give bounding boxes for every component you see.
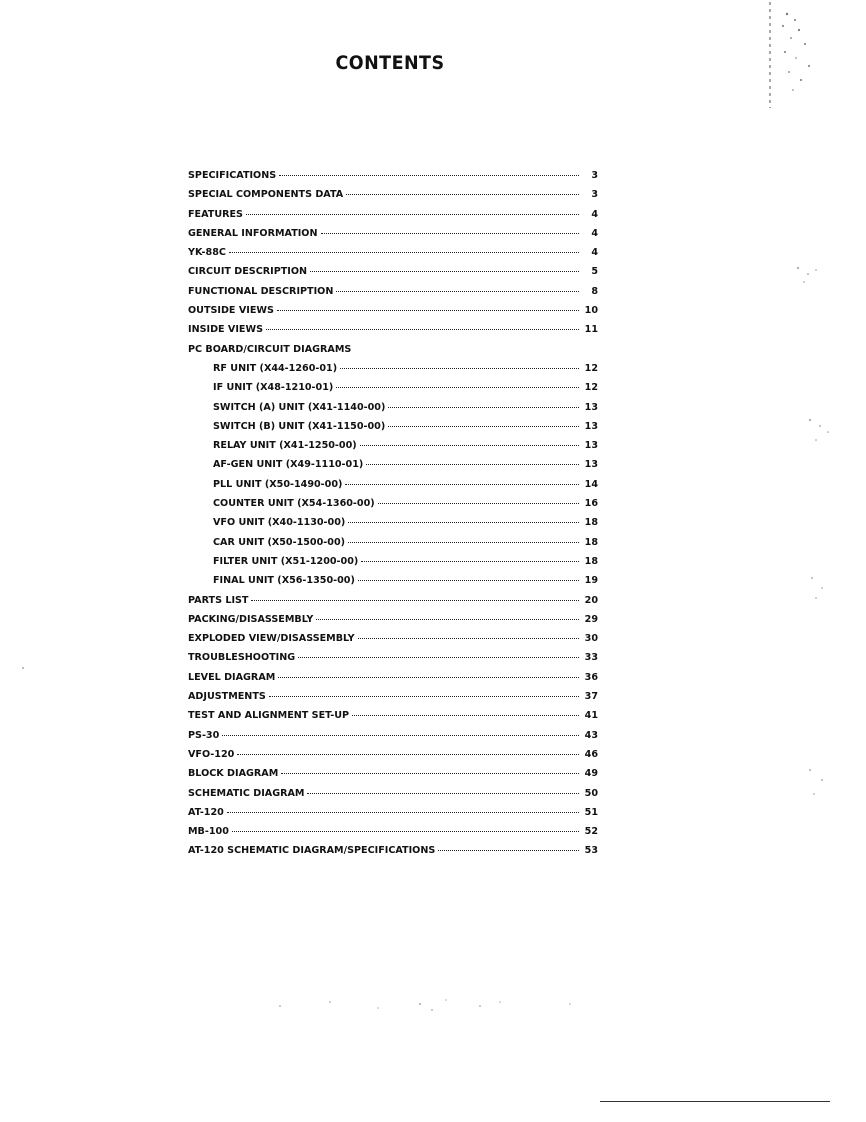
toc-entry <box>188 691 598 710</box>
toc-entry-label: AT-120 <box>188 806 224 818</box>
toc-entry-page: 43 <box>584 729 598 741</box>
toc-entry-label: RF UNIT (X44-1260-01) <box>213 362 338 374</box>
toc-leader-dots <box>229 252 579 253</box>
toc-leader-dots <box>269 696 579 697</box>
table-of-contents <box>188 170 598 865</box>
toc-entry-page: 4 <box>591 247 598 259</box>
toc-entry-label: IF UNIT (X48-1210-01) <box>213 382 334 394</box>
toc-leader-dots <box>348 522 579 523</box>
toc-entry-page: 3 <box>591 189 598 201</box>
toc-leader-dots <box>232 831 579 832</box>
scan-noise-left <box>15 660 35 680</box>
toc-leader-dots <box>298 657 579 658</box>
toc-entry <box>188 479 598 498</box>
toc-entry-page: 37 <box>584 691 598 703</box>
toc-entry-label: ADJUSTMENTS <box>188 691 266 703</box>
toc-leader-dots <box>336 387 579 388</box>
toc-entry-label: SPECIAL COMPONENTS DATA <box>188 189 344 201</box>
toc-entry-page: 18 <box>584 536 598 548</box>
toc-entry <box>188 402 598 421</box>
toc-entry-label: PS-30 <box>188 729 220 741</box>
toc-leader-dots <box>281 773 579 774</box>
toc-entry-label: PC BOARD/CIRCUIT DIAGRAMS <box>188 343 352 355</box>
toc-entry <box>188 517 598 536</box>
toc-leader-dots <box>227 812 579 813</box>
toc-leader-dots <box>340 368 579 369</box>
toc-leader-dots <box>352 715 579 716</box>
toc-entry-page: 29 <box>584 613 598 625</box>
toc-entry-label: FINAL UNIT (X56-1350-00) <box>213 575 355 587</box>
toc-entry-label: CAR UNIT (X50-1500-00) <box>213 536 345 548</box>
toc-leader-dots <box>307 793 579 794</box>
toc-entry <box>188 209 598 228</box>
toc-entry-label: PLL UNIT (X50-1490-00) <box>213 478 343 490</box>
toc-entry-page: 49 <box>584 768 598 780</box>
toc-entry-label: FUNCTIONAL DESCRIPTION <box>188 285 334 297</box>
toc-entry <box>188 788 598 807</box>
toc-leader-dots <box>246 214 579 215</box>
toc-entry-label: AT-120 SCHEMATIC DIAGRAM/SPECIFICATIONS <box>188 845 436 857</box>
toc-entry-page: 30 <box>584 633 598 645</box>
toc-entry-label: VFO-120 <box>188 748 235 760</box>
toc-entry <box>188 768 598 787</box>
toc-entry <box>188 421 598 440</box>
toc-entry-page: 4 <box>591 208 598 220</box>
toc-entry-page: 3 <box>591 170 598 181</box>
toc-leader-dots <box>321 233 580 234</box>
toc-leader-dots <box>222 735 579 736</box>
scan-noise-right-3 <box>800 570 840 610</box>
toc-entry-label: TEST AND ALIGNMENT SET-UP <box>188 710 350 722</box>
toc-entry-page: 36 <box>584 671 598 683</box>
toc-entry-page: 10 <box>584 305 598 317</box>
toc-entry-page: 13 <box>584 440 598 452</box>
toc-entry <box>188 652 598 671</box>
toc-entry-page: 11 <box>584 324 598 336</box>
toc-entry-label: YK-88C <box>188 247 226 259</box>
toc-entry <box>188 556 598 575</box>
toc-entry-page: 13 <box>584 401 598 413</box>
toc-entry-page: 16 <box>584 498 598 510</box>
toc-leader-dots <box>358 638 579 639</box>
toc-entry-label: CIRCUIT DESCRIPTION <box>188 266 308 278</box>
toc-entry-page: 33 <box>584 652 598 664</box>
toc-entry-page: 12 <box>584 382 598 394</box>
toc-entry-page: 51 <box>584 806 598 818</box>
toc-entry <box>188 382 598 401</box>
toc-entry-label: VFO UNIT (X40-1130-00) <box>213 517 346 529</box>
toc-entry <box>188 324 598 343</box>
toc-entry-label: PACKING/DISASSEMBLY <box>188 613 314 625</box>
toc-leader-dots <box>378 503 579 504</box>
toc-entry <box>188 228 598 247</box>
toc-entry <box>188 305 598 324</box>
toc-entry-page: 50 <box>584 787 598 799</box>
scan-noise-right-1 <box>790 260 830 290</box>
toc-leader-dots <box>345 484 579 485</box>
scan-noise-right-2 <box>800 410 840 450</box>
footer-rule <box>600 1101 830 1102</box>
toc-entry <box>188 266 598 285</box>
toc-entry-label: RELAY UNIT (X41-1250-00) <box>213 440 357 452</box>
toc-leader-dots <box>316 619 579 620</box>
toc-leader-dots <box>346 194 579 195</box>
toc-entry-label: SWITCH (A) UNIT (X41-1140-00) <box>213 401 386 413</box>
toc-entry-page: 18 <box>584 517 598 529</box>
toc-leader-dots <box>366 464 579 465</box>
toc-entry <box>188 363 598 382</box>
scan-noise-right-4 <box>800 760 840 810</box>
toc-entry <box>188 537 598 556</box>
toc-entry-page: 20 <box>584 594 598 606</box>
toc-leader-dots <box>310 271 579 272</box>
toc-entry-label: TROUBLESHOOTING <box>188 652 296 664</box>
toc-entry-label: LEVEL DIAGRAM <box>188 671 276 683</box>
toc-leader-dots <box>251 600 579 601</box>
toc-leader-dots <box>360 445 579 446</box>
scan-noise-top-right <box>765 0 825 110</box>
toc-entry-page: 52 <box>584 826 598 838</box>
toc-entry-page: 53 <box>584 845 598 857</box>
toc-entry-page: 41 <box>584 710 598 722</box>
toc-entry-label: FEATURES <box>188 208 243 220</box>
toc-entry-page: 18 <box>584 555 598 567</box>
toc-entry <box>188 826 598 845</box>
toc-entry <box>188 749 598 768</box>
toc-leader-dots <box>277 310 579 311</box>
toc-entry-label: PARTS LIST <box>188 594 249 606</box>
toc-entry-page: 19 <box>584 575 598 587</box>
toc-entry-page: 13 <box>584 420 598 432</box>
toc-entry-page: 13 <box>584 459 598 471</box>
toc-entry <box>188 710 598 729</box>
toc-entry <box>188 845 598 864</box>
toc-entry-label: EXPLODED VIEW/DISASSEMBLY <box>188 633 355 645</box>
toc-leader-dots <box>388 407 579 408</box>
toc-entry <box>188 286 598 305</box>
toc-entry-label: OUTSIDE VIEWS <box>188 305 274 317</box>
toc-leader-dots <box>278 677 579 678</box>
toc-entry <box>188 440 598 459</box>
toc-entry-page: 12 <box>584 362 598 374</box>
toc-entry-page: 4 <box>591 227 598 239</box>
toc-entry-label: SCHEMATIC DIAGRAM <box>188 787 305 799</box>
toc-entry-label: COUNTER UNIT (X54-1360-00) <box>213 498 375 510</box>
toc-leader-dots <box>348 542 579 543</box>
toc-entry-label: INSIDE VIEWS <box>188 324 263 336</box>
toc-leader-dots <box>358 580 579 581</box>
toc-entry <box>188 189 598 208</box>
toc-entry-label: MB-100 <box>188 826 229 838</box>
toc-leader-dots <box>438 850 579 851</box>
toc-entry <box>188 807 598 826</box>
toc-entry <box>188 498 598 517</box>
toc-entry <box>188 672 598 691</box>
toc-leader-dots <box>279 175 579 176</box>
scan-noise-bottom <box>270 990 590 1020</box>
toc-entry <box>188 633 598 652</box>
toc-entry <box>188 459 598 478</box>
toc-entry-page: 8 <box>591 285 598 297</box>
toc-leader-dots <box>266 329 579 330</box>
toc-entry <box>188 730 598 749</box>
toc-leader-dots <box>237 754 579 755</box>
toc-leader-dots <box>361 561 579 562</box>
toc-entry <box>188 575 598 594</box>
toc-entry-label: FILTER UNIT (X51-1200-00) <box>213 555 359 567</box>
toc-leader-dots <box>336 291 579 292</box>
toc-entry <box>188 247 598 266</box>
toc-entry-label: AF-GEN UNIT (X49-1110-01) <box>213 459 364 471</box>
toc-entry-label: GENERAL INFORMATION <box>188 227 318 239</box>
toc-entry-page: 46 <box>584 748 598 760</box>
toc-entry-label: SWITCH (B) UNIT (X41-1150-00) <box>213 420 386 432</box>
toc-leader-dots <box>388 426 579 427</box>
page-title: CONTENTS <box>335 52 445 74</box>
toc-entry-page: 5 <box>591 266 598 278</box>
toc-entry-label: SPECIFICATIONS <box>188 170 277 181</box>
toc-entry <box>188 170 598 189</box>
toc-entry <box>188 344 598 363</box>
toc-entry-page: 14 <box>584 478 598 490</box>
toc-entry <box>188 595 598 614</box>
toc-entry <box>188 614 598 633</box>
toc-entry-label: BLOCK DIAGRAM <box>188 768 279 780</box>
